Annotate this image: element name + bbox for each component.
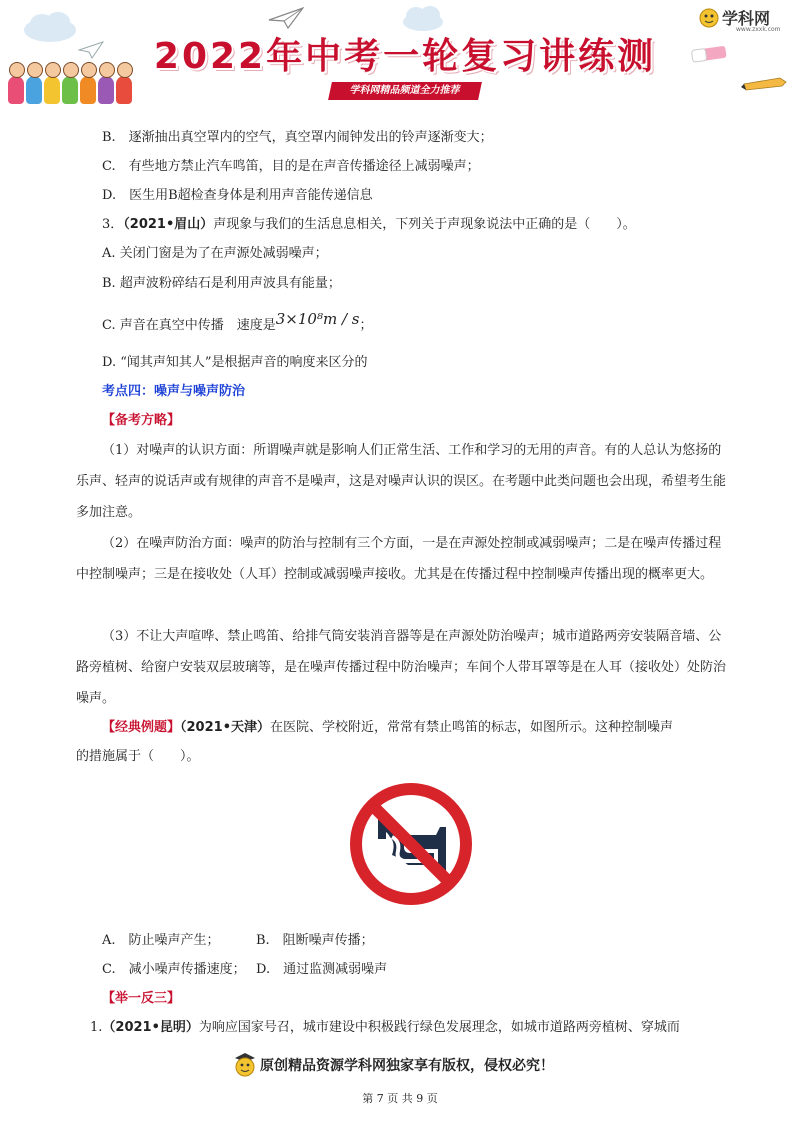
- practice-text: 为响应国家号召，城市建设中积极践行绿色发展理念，如城市道路两旁植树、穿城而: [198, 1020, 680, 1035]
- strategy-label: 【备考方略】: [102, 413, 181, 428]
- strategy-paragraph-1: （1）对噪声的认识方面：所谓噪声就是影响人们正常生活、工作和学习的无用的声音。有的人总认为悠扬的乐声、轻声的说话声或有规律的声音不是噪声，这是对噪声认识的误区。在考题中此类问题也会出现，希望考生能多加注意。: [76, 443, 727, 520]
- example-option-d: D. 通过监测减弱噪声: [256, 962, 388, 977]
- q3-option-d: D. “闻其声知其人”是根据声音的响度来区分的: [102, 355, 368, 370]
- example-text-cont: 的措施属于（ ）。: [76, 749, 200, 764]
- mascot-icon: [698, 6, 720, 32]
- section-title: 考点四：噪声与噪声防治: [102, 384, 246, 399]
- paper-plane-icon: [78, 40, 104, 60]
- practice-question-1: [90, 1018, 680, 1038]
- example-heading: [102, 718, 673, 738]
- question-3: [102, 215, 636, 235]
- strategy-paragraph-2: （2）在噪声防治方面：噪声的防治与控制有三个方面，一是在声源处控制或减弱噪声；二是在噪声传播过程中控制噪声；三是在接收处（人耳）控制或减弱噪声接收。尤其是在传播过程中控制噪声传播出现的概率更大。: [76, 536, 722, 582]
- page-header: [0, 0, 800, 112]
- question-number: 3．: [102, 217, 124, 232]
- logo-text: 学科网: [722, 9, 771, 28]
- speed-formula: 3×10⁸m / s: [275, 310, 360, 328]
- pencil-icon: [740, 74, 790, 94]
- q3-option-b: B. 超声波粉碎结石是利用声波具有能量；: [102, 276, 341, 291]
- practice-source: （2021•昆明）: [102, 1020, 199, 1035]
- q3-option-a: A. 关闭门窗是为了在声源处减弱噪声；: [102, 246, 328, 261]
- example-text: 在医院、学校附近，常常有禁止鸣笛的标志，如图所示。这种控制噪声: [270, 720, 674, 735]
- paper-plane-icon: [268, 6, 304, 30]
- option-d-line: D. 医生用B超检查身体是利用声音能传递信息: [102, 188, 373, 203]
- example-option-c: C. 减小噪声传播速度；: [102, 962, 246, 977]
- option-c-line: C. 有些地方禁止汽车鸣笛，目的是在声音传播途径上减弱噪声；: [102, 159, 480, 174]
- practice-number: 1.: [90, 1020, 103, 1035]
- example-option-a: A. 防止噪声产生；: [102, 933, 220, 948]
- q3-option-c-text: C. 声音在真空中传播 速度是: [102, 318, 276, 333]
- subtitle-banner: 学科网精品频道全力推荐: [328, 82, 482, 100]
- cloud-icon: [20, 8, 80, 44]
- no-horn-sign-icon: [348, 781, 474, 907]
- example-option-b: B. 阻断噪声传播；: [256, 933, 374, 948]
- page-number: 第 7 页 共 9 页: [362, 1092, 438, 1105]
- example-source: （2021•天津）: [180, 720, 271, 735]
- question-source: （2021•眉山）: [123, 217, 214, 232]
- mascot-icon: [232, 1050, 258, 1078]
- q3-option-c-end: ；: [359, 318, 373, 333]
- practice-label: 【举一反三】: [102, 991, 181, 1006]
- option-b-line: B. 逐渐抽出真空罩内的空气，真空罩内闹钟发出的铃声逐渐变大；: [102, 130, 493, 145]
- eraser-icon: [690, 44, 730, 64]
- page-title: 2022年中考一轮复习讲练测: [153, 36, 657, 77]
- q3-option-c: [102, 310, 373, 336]
- strategy-paragraph-3: （3）不让大声喧哗、禁止鸣笛、给排气筒安装消音器等是在声源处防治噪声；城市道路两旁安装隔音墙、公路旁植树、给窗户安装双层玻璃等，是在噪声传播过程中防治噪声；车间个人带耳罩等是在人耳（接收处）处防治噪声。: [76, 629, 727, 706]
- question-text: 声现象与我们的生活息息相关，下列关于声现象说法中正确的是（ ）。: [213, 217, 636, 232]
- example-label: 【经典例题】: [102, 720, 181, 735]
- copyright-notice: 原创精品资源学科网独家享有版权，侵权必究！: [260, 1058, 554, 1074]
- site-logo: [698, 6, 781, 36]
- logo-url: www.zxxk.com: [736, 26, 781, 33]
